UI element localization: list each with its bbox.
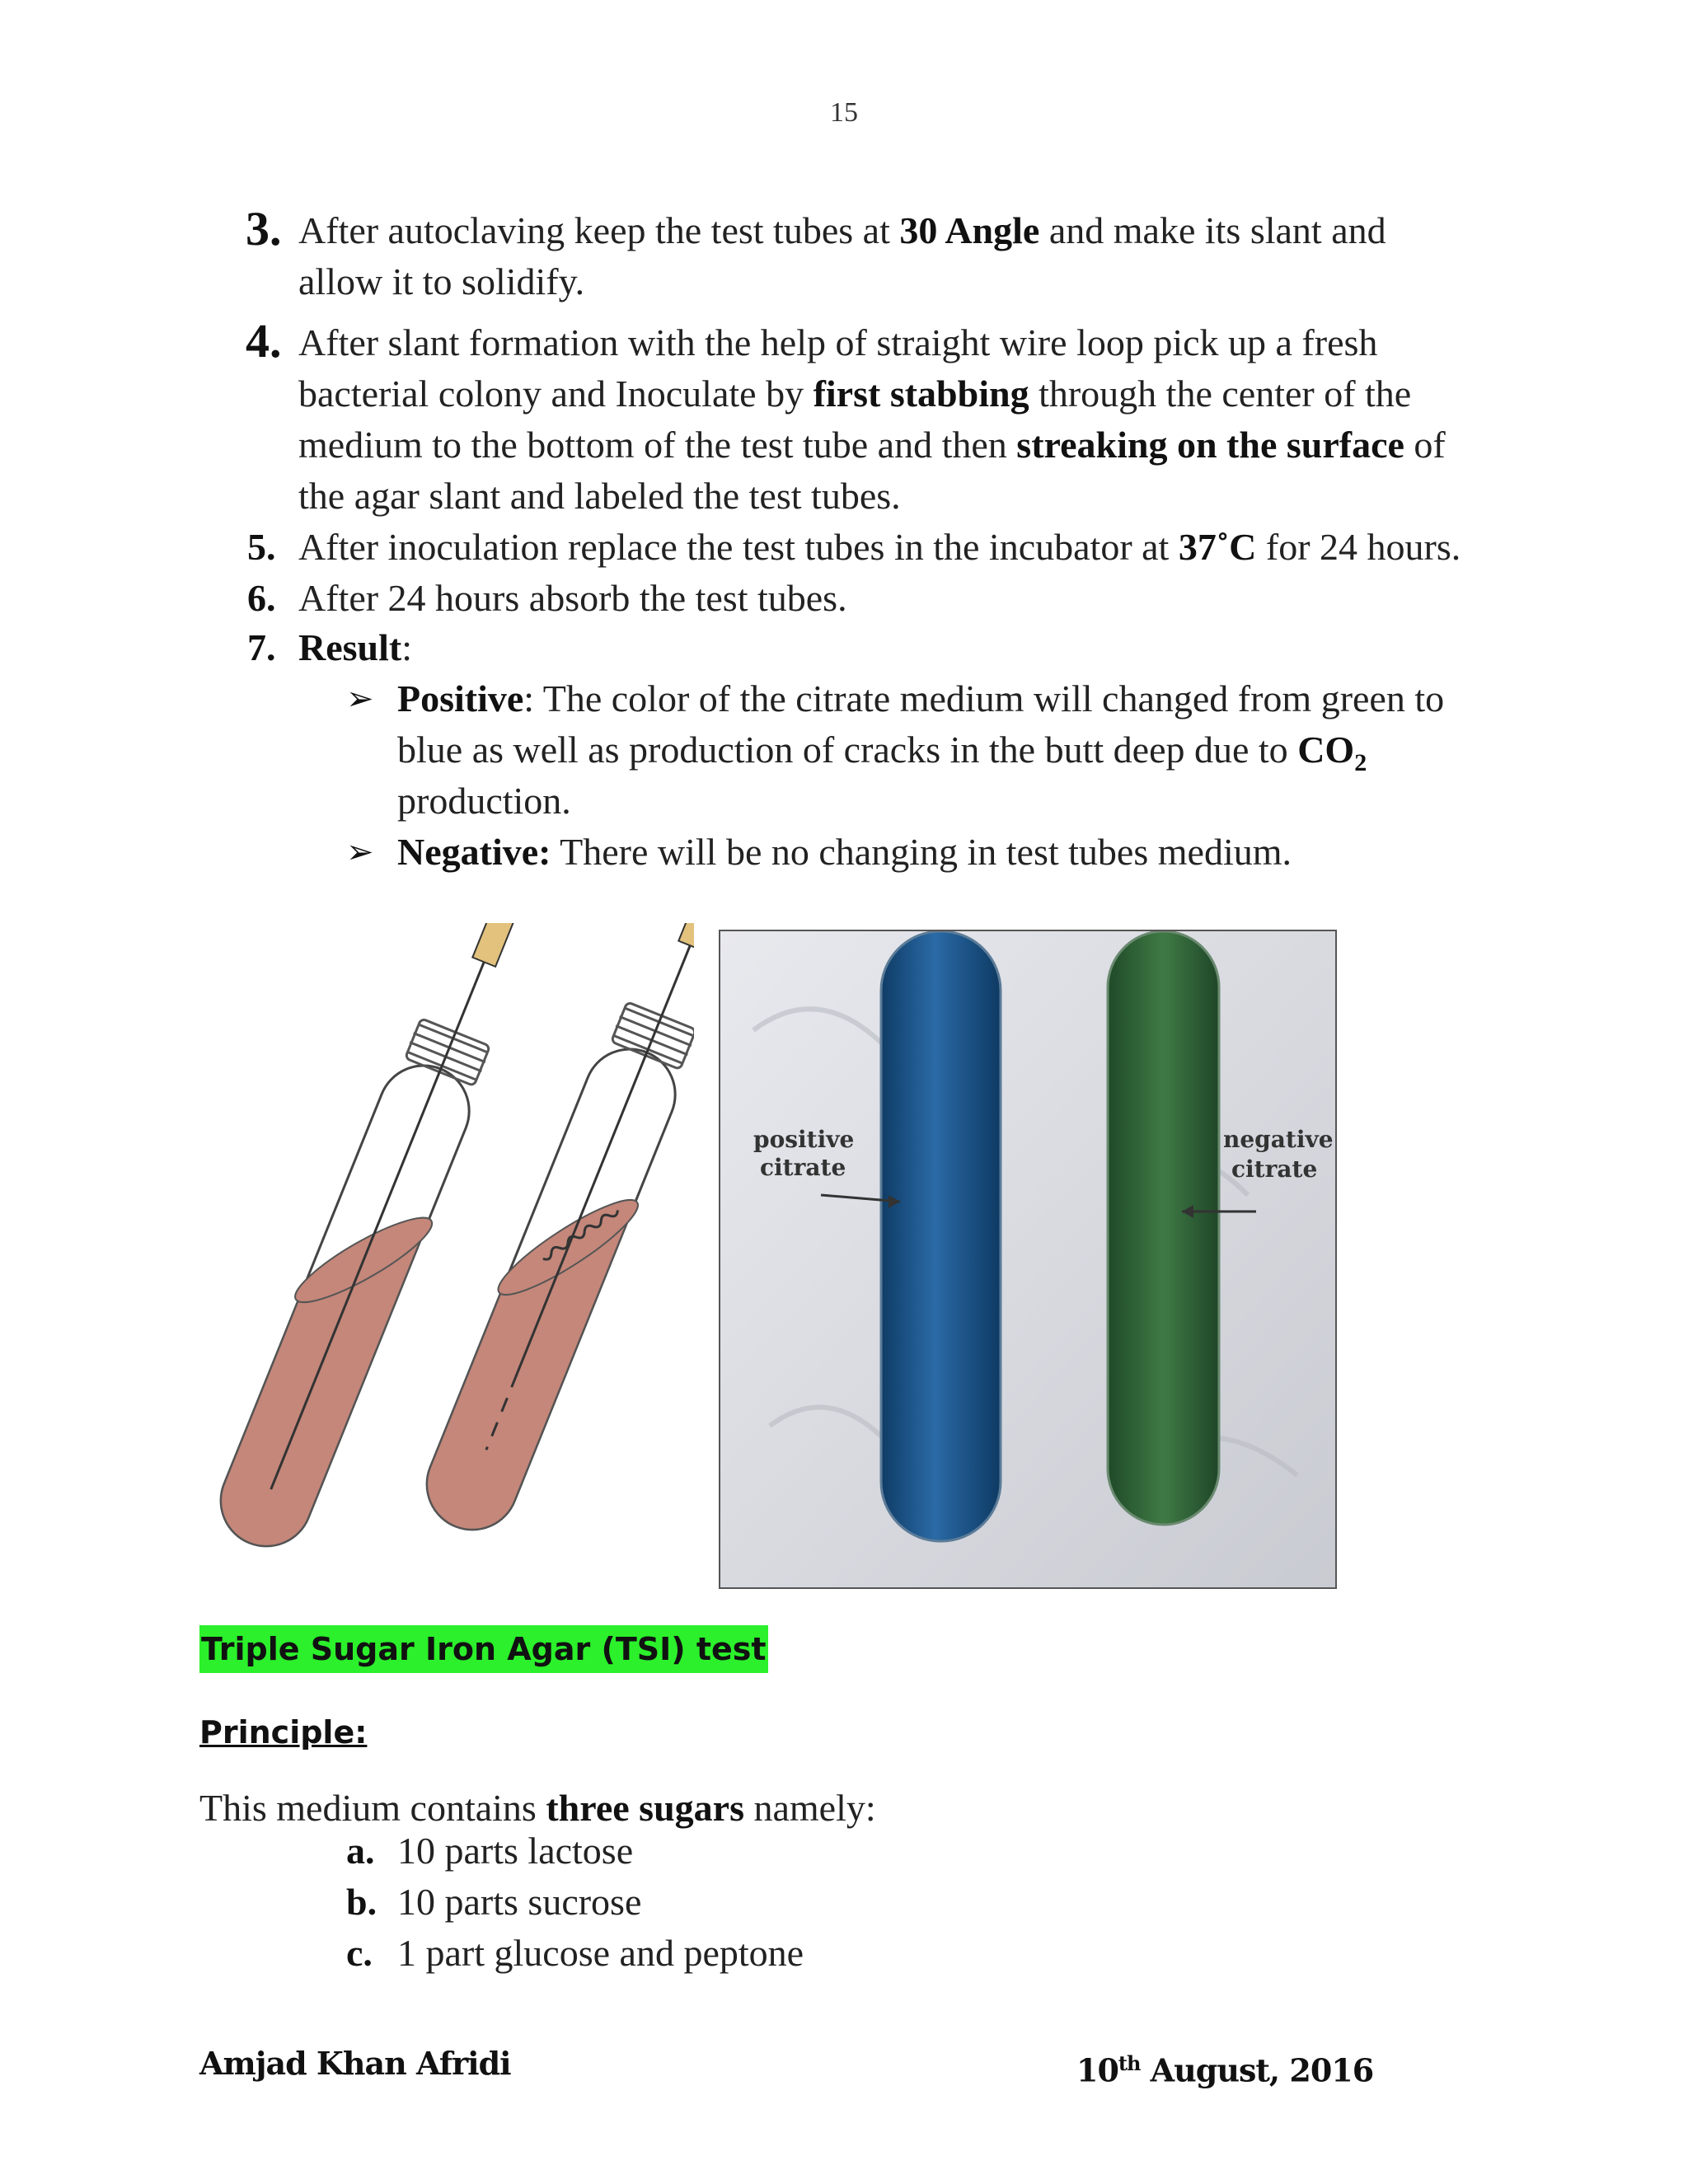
positive-label-line-2: citrate <box>760 1154 846 1181</box>
step-5-text: After inoculation replace the test tubes in the incubator at 37˚C for 24 hours. <box>298 526 1461 568</box>
step-6-number: 6. <box>247 577 276 619</box>
step-4-line-1: After slant formation with the help of straight wire loop pick up a fresh <box>298 321 1378 363</box>
step-7-text: Result: <box>298 626 413 668</box>
principle-intro: This medium contains three sugars namely: <box>199 1787 876 1829</box>
streak-tube-illustration <box>398 923 694 1549</box>
sugar-item-c: 1 part glucose and peptone <box>397 1932 804 1974</box>
step-7-number: 7. <box>247 626 276 668</box>
positive-line-1: Positive: The color of the citrate medium will changed from green to <box>397 677 1445 719</box>
step-3-line-2: allow it to solidify. <box>298 260 585 302</box>
negative-label-line-2: citrate <box>1231 1155 1318 1183</box>
sugar-item-a-letter: a. <box>346 1830 375 1872</box>
step-3-line-1: After autoclaving keep the test tubes at 30 Angle and make its slant and <box>298 209 1386 251</box>
step-6-text: After 24 hours absorb the test tubes. <box>298 577 847 619</box>
sugar-item-b-letter: b. <box>346 1881 377 1923</box>
page-number: 15 <box>830 97 858 128</box>
negative-label-line-1: negative <box>1223 1126 1334 1153</box>
footer-date: 10th August, 2016 <box>1076 2051 1374 2089</box>
positive-bullet-icon: ➢ <box>346 680 374 717</box>
sugar-item-a: 10 parts lactose <box>397 1830 634 1872</box>
step-3-number: 3. <box>246 202 282 255</box>
slant-inoculation-diagram <box>199 923 694 1599</box>
positive-line-3: production. <box>397 780 571 822</box>
step-5-number: 5. <box>247 526 276 568</box>
negative-text: Negative: There will be no changing in test tubes medium. <box>397 831 1292 873</box>
citrate-tubes-photo <box>719 930 1337 1589</box>
step-4-number: 4. <box>246 314 282 368</box>
step-4-line-3: medium to the bottom of the test tube and then streaking on the surface of <box>298 424 1446 466</box>
positive-line-2: blue as well as production of cracks in the butt deep due to $CO_2$ <box>397 729 1367 777</box>
negative-bullet-icon: ➢ <box>346 833 374 870</box>
positive-label-line-1: positive <box>753 1126 855 1153</box>
step-4-line-4: the agar slant and labeled the test tubes. <box>298 475 901 517</box>
tsi-heading: Triple Sugar Iron Agar (TSI) test <box>199 1625 768 1673</box>
sugar-item-b: 10 parts sucrose <box>397 1881 642 1923</box>
principle-heading: Principle: <box>199 1714 368 1750</box>
sugar-item-c-letter: c. <box>346 1932 373 1974</box>
step-4-line-2: bacterial colony and Inoculate by first stabbing through the center of the <box>298 373 1412 415</box>
footer-author: Amjad Khan Afridi <box>199 2045 511 2082</box>
